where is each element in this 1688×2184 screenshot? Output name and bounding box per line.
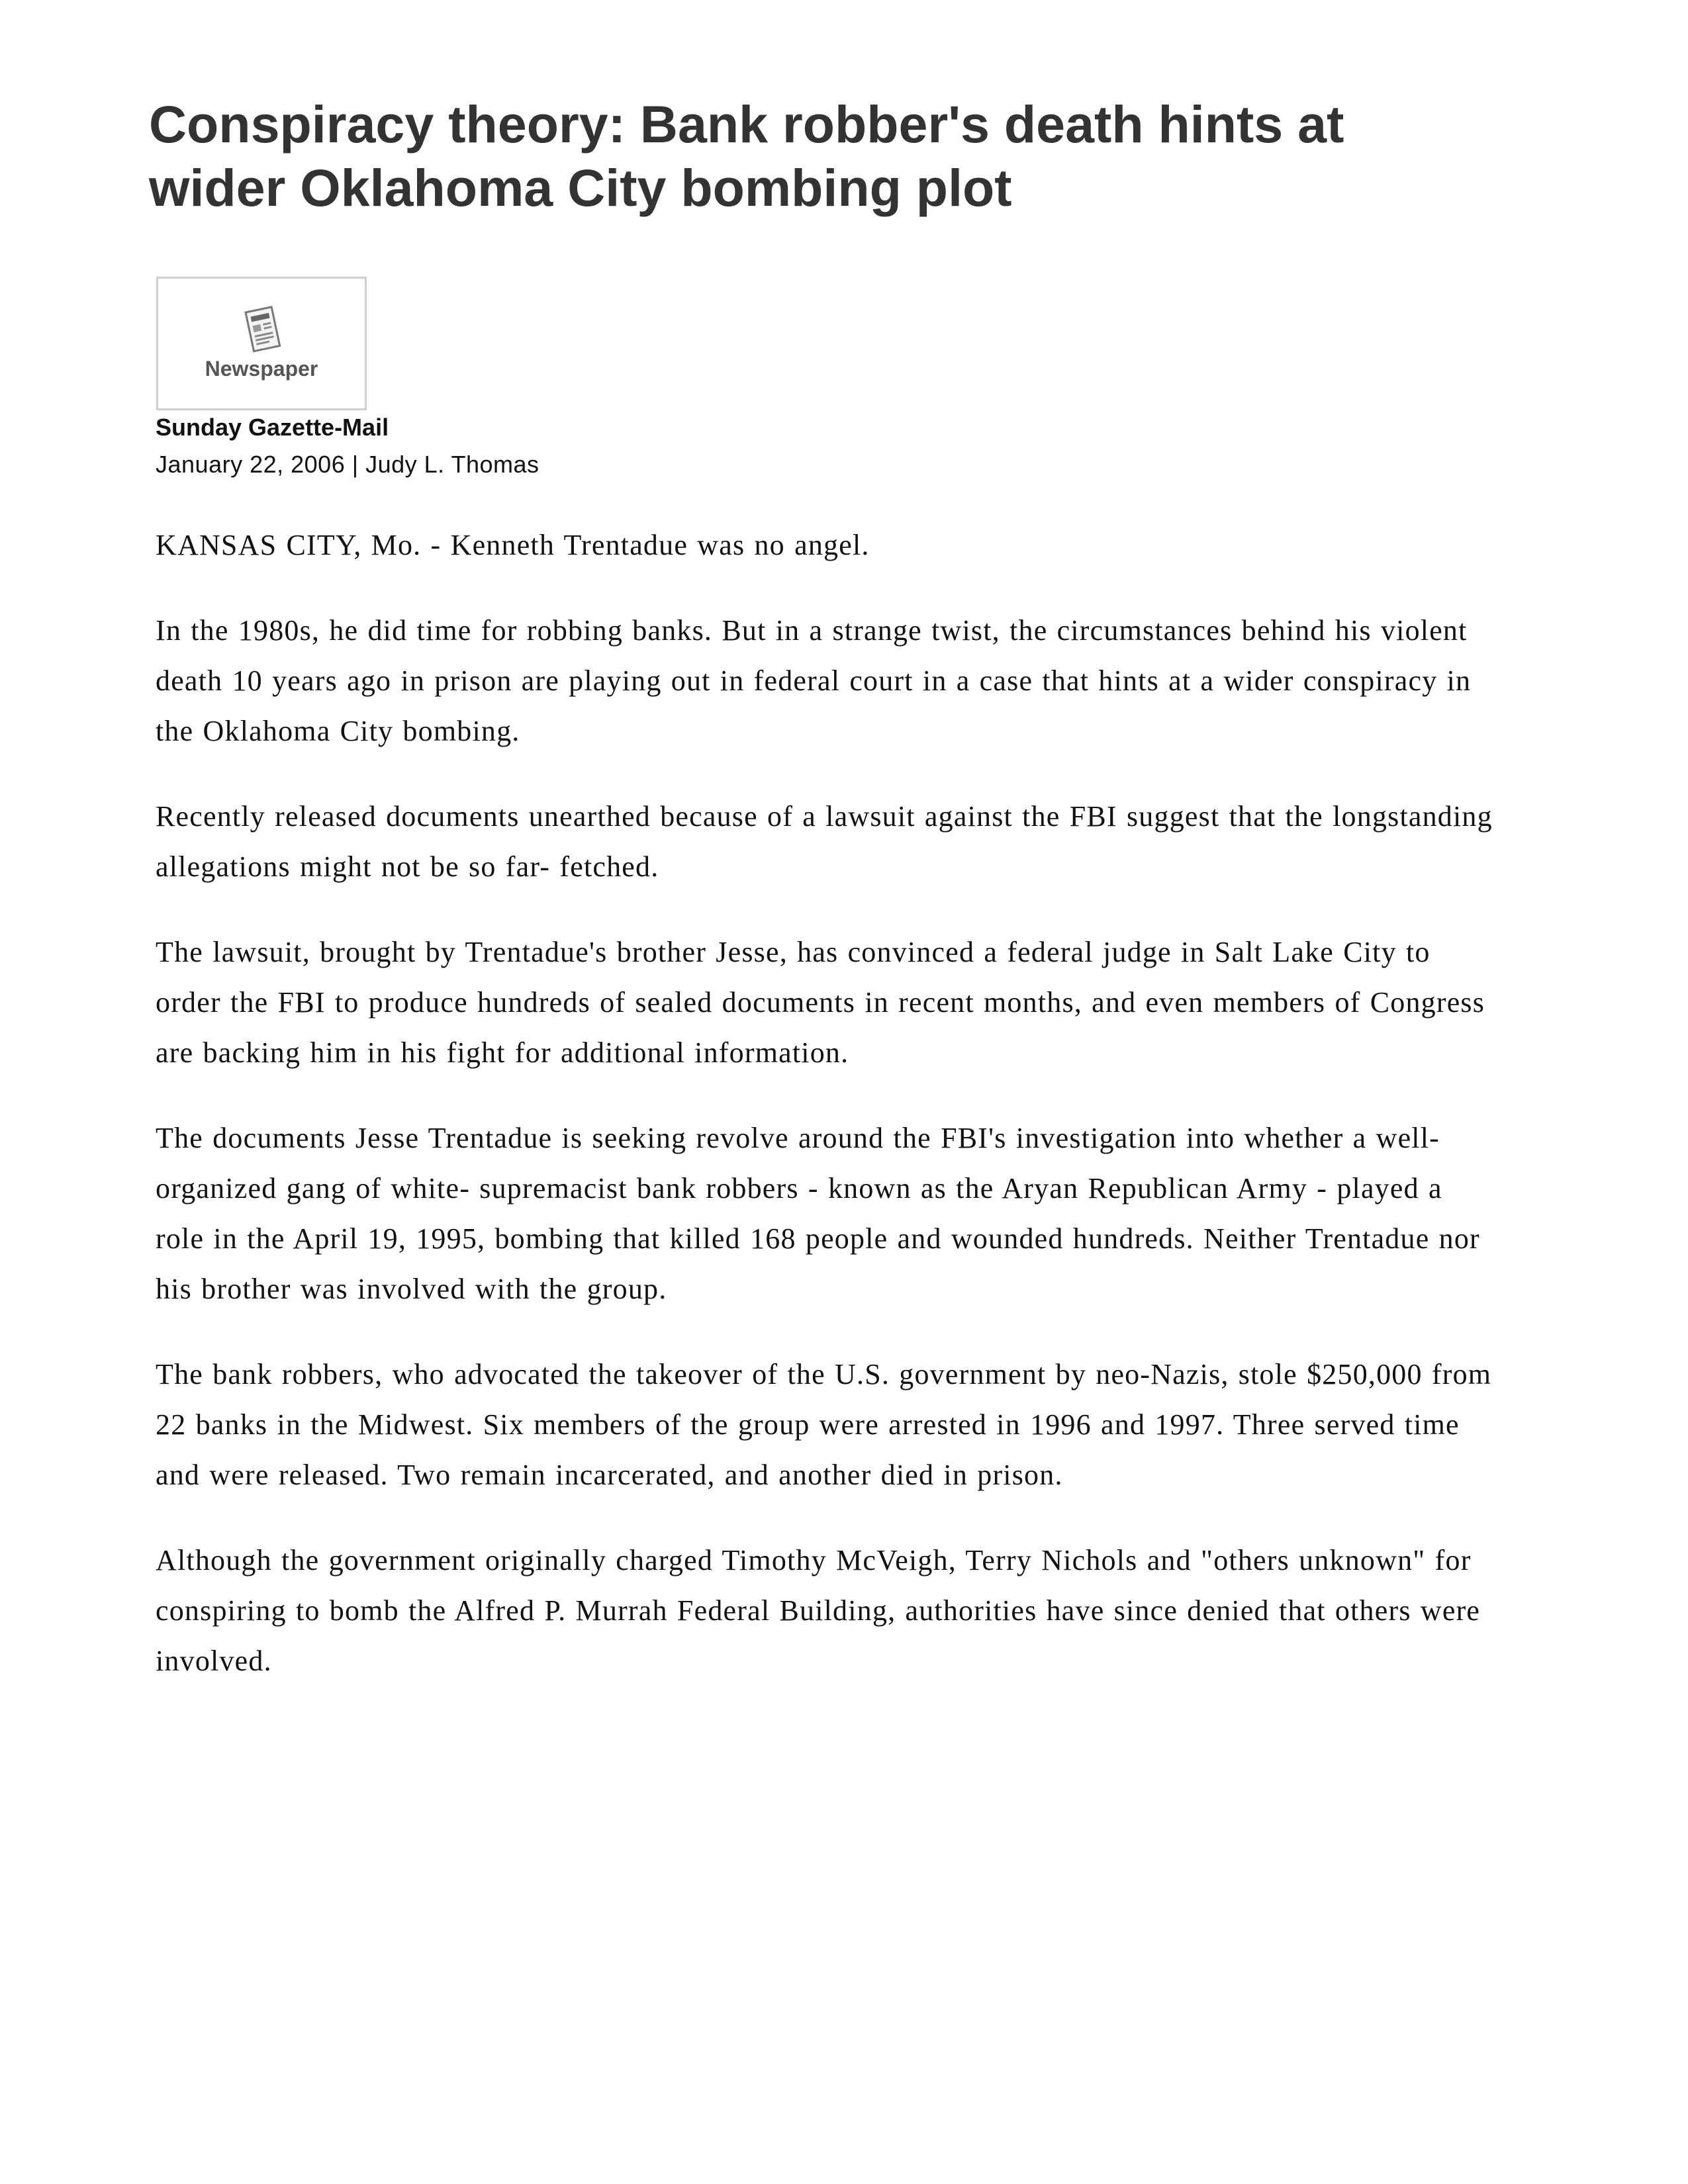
body-paragraph: Although the government originally charged Timothy McVeigh, Terry Nichols and "others unknown" for conspiring to bomb the Alfred P. Murrah Federal Building, authorities have since denied that others were involved. [156,1544,1481,1677]
source-name: Sunday Gazette-Mail [156,414,389,441]
body-paragraph: In the 1980s, he did time for robbing banks. But in a strange twist, the circumstances behind his violent death 10 years ago in prison are playing out in federal court in a case that hints at a wider conspiracy in the Oklahoma City bombing. [156,614,1472,747]
body-paragraph: KANSAS CITY, Mo. - Kenneth Trentadue was no angel. [156,529,870,561]
newspaper-thumbnail [156,277,367,410]
body-paragraph: The bank robbers, who advocated the takeover of the U.S. government by neo-Nazis, stole $250,000 from 22 banks in the Midwest. Six members of the group were arrested in 1996 and 1997. Three served time and were released. Two remain incarcerated, and another died in prison. [156,1358,1492,1491]
thumbnail-label: Newspaper [205,357,318,381]
article-headline: Conspiracy theory: Bank robber's death hints at wider Oklahoma City bombing plot [149,95,1344,217]
newspaper-icon [240,304,287,355]
body-paragraph: The lawsuit, brought by Trentadue's brother Jesse, has convinced a federal judge in Salt Lake City to order the FBI to produce hundreds of sealed documents in recent months, and even members of Congress are backing him in his fight for additional information. [156,936,1485,1069]
body-paragraph: Recently released documents unearthed because of a lawsuit against the FBI suggest that the longstanding allegations might not be so far- fetched. [156,800,1493,883]
body-paragraph: The documents Jesse Trentadue is seeking revolve around the FBI's investigation into whether a well-organized gang of white- supremacist bank robbers - known as the Aryan Republican Army - played a role in the April 19, 1995, bombing that killed 168 people and wounded hundreds. Neither Trentadue nor his brother was involved with the group. [156,1122,1480,1305]
article-body [156,520,1493,1721]
article-byline: January 22, 2006 | Judy L. Thomas [156,451,539,478]
